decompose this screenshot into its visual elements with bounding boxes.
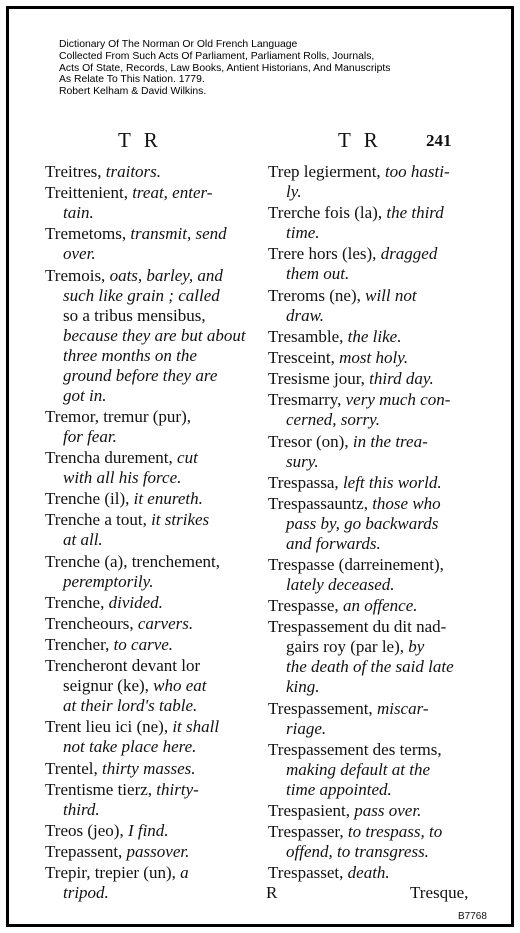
- entry-definition: over.: [63, 244, 96, 264]
- entry-definition: offend, to transgress.: [286, 842, 429, 862]
- dictionary-entry: [268, 286, 468, 326]
- entry-line: [268, 410, 468, 430]
- entry-headword: Trepir, trepier (un),: [45, 863, 181, 883]
- entry-line: [268, 780, 468, 800]
- entry-definition: treat, enter-: [132, 183, 213, 203]
- source-line: Robert Kelham & David Wilkins.: [59, 86, 207, 98]
- dictionary-entry: [268, 348, 468, 368]
- entry-line: [45, 468, 253, 488]
- entry-headword: Tresceint,: [268, 347, 340, 367]
- dictionary-entry: [45, 593, 253, 613]
- running-head-left: T R: [118, 128, 162, 152]
- dictionary-entry: [268, 596, 468, 616]
- entry-line: [45, 593, 253, 613]
- entry-definition: transmit, send: [130, 224, 227, 244]
- entry-line: [268, 264, 468, 284]
- entry-headword: Trenche (il),: [45, 489, 134, 509]
- entry-definition: sury.: [286, 451, 319, 471]
- dictionary-entry: [268, 863, 468, 883]
- entry-definition: divided.: [108, 592, 163, 612]
- source-line: Acts Of State, Records, Law Books, Antient Historians, And Manuscripts: [59, 62, 391, 74]
- entry-headword: Trencha durement,: [45, 447, 178, 467]
- entry-line: [45, 386, 253, 406]
- entry-line: [45, 448, 253, 468]
- entry-line: [268, 223, 468, 243]
- entry-line: [45, 489, 253, 509]
- entry-line: [268, 534, 468, 554]
- entry-definition: peremptorily.: [63, 571, 154, 591]
- entry-headword: Treittenient,: [45, 183, 133, 203]
- entry-headword: Trespassa,: [268, 472, 343, 492]
- entry-definition: pass over.: [354, 801, 422, 820]
- entry-definition: those who: [372, 493, 441, 513]
- entry-line: [45, 224, 253, 244]
- dictionary-entry: [268, 555, 468, 595]
- entry-headword: Trencher,: [45, 635, 114, 655]
- entry-definition: ground before they are: [63, 365, 218, 385]
- dictionary-entry: [45, 552, 253, 592]
- entry-line: [268, 182, 468, 202]
- entry-line: [45, 656, 253, 676]
- catchword: Tresque,: [410, 883, 469, 902]
- source-line: Collected From Such Acts Of Parliament, Parliament Rolls, Journals,: [59, 50, 375, 62]
- entry-definition: king.: [286, 677, 320, 697]
- entry-line: [45, 266, 253, 286]
- entry-headword: Trenche (a), trenchement,: [45, 551, 220, 571]
- entry-definition: miscar-: [376, 698, 429, 718]
- entry-definition: traitors.: [105, 162, 162, 181]
- dictionary-entry: [45, 224, 253, 264]
- entry-definition: oats, barley, and: [109, 265, 223, 285]
- dictionary-entry: [45, 614, 253, 634]
- entry-line: [268, 286, 468, 306]
- entry-headword: Tresmarry,: [268, 390, 346, 410]
- entry-headword: Trespasse (darreinement),: [268, 555, 444, 575]
- entry-definition: not take place here.: [63, 737, 197, 757]
- source-citation: [59, 39, 479, 98]
- entry-definition: a: [180, 863, 189, 883]
- entry-definition: for fear.: [63, 426, 117, 446]
- entry-line: [45, 842, 253, 862]
- entry-headword: Trespassement du dit nad-: [268, 617, 447, 637]
- entry-definition: got in.: [63, 385, 107, 405]
- entry-headword: Trespassement des terms,: [268, 739, 442, 759]
- entry-line: [268, 677, 468, 697]
- entry-definition: I find.: [127, 821, 169, 840]
- entry-line: [268, 760, 468, 780]
- entry-definition: time appointed.: [286, 779, 392, 799]
- entry-definition: it enureth.: [133, 489, 203, 509]
- entry-line: [268, 740, 468, 760]
- entry-definition: most holy.: [339, 347, 409, 367]
- entry-line: [45, 572, 253, 592]
- entry-line: [268, 494, 468, 514]
- entry-line: [268, 473, 468, 493]
- entry-definition: who eat: [153, 676, 207, 696]
- entry-line: [268, 203, 468, 223]
- dictionary-entry: [45, 635, 253, 655]
- entry-headword: Trenche,: [45, 592, 109, 612]
- entry-definition: because they are but about: [63, 325, 246, 345]
- dictionary-entry: [268, 162, 468, 202]
- entry-headword: Tremor, tremur (pur),: [45, 406, 191, 426]
- entry-definition: will not: [365, 285, 417, 305]
- entry-definition: cut: [177, 447, 198, 467]
- entry-headword: Trentisme tierz,: [45, 779, 157, 799]
- entry-line: [45, 306, 253, 326]
- dictionary-entry: [45, 780, 253, 820]
- dictionary-entry: [45, 162, 253, 182]
- running-head-right: T R: [338, 128, 382, 152]
- entry-definition: such like grain ; called: [63, 285, 220, 305]
- signature-mark: R: [266, 883, 278, 902]
- entry-definition: the death of the said late: [286, 657, 454, 677]
- entry-headword: Trespassement,: [268, 698, 377, 718]
- dictionary-entry: [268, 494, 468, 554]
- dictionary-entry: [45, 183, 253, 223]
- dictionary-entry: [45, 266, 253, 406]
- dictionary-entry: [45, 510, 253, 550]
- dictionary-entry: [45, 863, 253, 903]
- entry-definition: ly.: [286, 182, 302, 201]
- entry-line: [268, 822, 468, 842]
- entry-headword: Trencheours,: [45, 613, 138, 633]
- entry-line: [268, 657, 468, 677]
- entry-definition: draw.: [286, 305, 324, 325]
- entry-line: [268, 162, 468, 182]
- dictionary-entry: [268, 327, 468, 347]
- entry-line: [268, 369, 468, 389]
- entry-line: [268, 327, 468, 347]
- dictionary-entry: [45, 821, 253, 841]
- entry-line: [268, 719, 468, 739]
- entry-line: [45, 203, 253, 223]
- reference-code: B7768: [458, 911, 487, 922]
- entry-headword: Trentel,: [45, 758, 102, 778]
- entry-headword: Trespasient,: [268, 801, 355, 820]
- entry-line: [45, 614, 253, 634]
- entry-line: [268, 555, 468, 575]
- entry-line: [268, 348, 468, 368]
- entry-line: [268, 390, 468, 410]
- entry-headword: Trent lieu ici (ne),: [45, 717, 173, 737]
- entry-line: [45, 510, 253, 530]
- entry-line: [268, 863, 468, 883]
- entry-line: [45, 717, 253, 737]
- dictionary-entry: [45, 656, 253, 716]
- entry-definition: the third: [386, 203, 444, 223]
- dictionary-entry: [268, 740, 468, 800]
- entry-definition: tripod.: [63, 883, 109, 903]
- entry-line: [45, 366, 253, 386]
- entry-line: [45, 183, 253, 203]
- dictionary-entry: [268, 432, 468, 472]
- entry-definition: at their lord's table.: [63, 696, 198, 716]
- entry-line: [45, 780, 253, 800]
- entry-definition: and forwards.: [286, 533, 381, 553]
- entry-definition: carvers.: [137, 613, 194, 633]
- entry-headword: Trespasset,: [268, 863, 348, 883]
- entry-definition: to trespass, to: [347, 822, 443, 842]
- dictionary-entry: [45, 489, 253, 509]
- entry-line: [268, 699, 468, 719]
- entry-line: [45, 821, 253, 841]
- entry-definition: passover.: [126, 842, 190, 862]
- entry-definition: time.: [286, 223, 320, 243]
- entry-headword: Trepassent,: [45, 842, 127, 862]
- entry-definition: the like.: [347, 326, 402, 346]
- entry-headword: Trespassauntz,: [268, 493, 373, 513]
- entry-definition: making default at the: [286, 759, 431, 779]
- entry-line: [268, 842, 468, 862]
- right-column: [268, 162, 468, 885]
- entry-headword: Trenche a tout,: [45, 510, 152, 530]
- entry-line: [268, 432, 468, 452]
- entry-definition: dragged: [380, 244, 438, 264]
- entry-definition: left this world.: [342, 472, 442, 492]
- entry-line: [268, 637, 468, 657]
- entry-definition: to carve.: [113, 635, 174, 655]
- entry-headword: Trespasser,: [268, 822, 348, 842]
- entry-headword: Trespasse,: [268, 596, 343, 616]
- entry-line: [45, 244, 253, 264]
- entry-line: [268, 617, 468, 637]
- page-number: 241: [426, 131, 452, 150]
- entry-line: [45, 162, 253, 182]
- entry-line: [268, 514, 468, 534]
- entry-line: [45, 552, 253, 572]
- dictionary-entry: [268, 203, 468, 243]
- dictionary-entry: [268, 369, 468, 389]
- source-line: As Relate To This Nation. 1779.: [59, 74, 205, 86]
- entry-definition: at all.: [63, 530, 103, 550]
- source-line: Dictionary Of The Norman Or Old French Language: [59, 39, 298, 50]
- entry-headword: seignur (ke),: [63, 676, 154, 696]
- entry-definition: them out.: [286, 264, 350, 284]
- entry-line: [45, 737, 253, 757]
- entry-headword: Trere hors (les),: [268, 244, 381, 264]
- entry-definition: too hasti-: [384, 162, 450, 181]
- entry-headword: Treos (jeo),: [45, 821, 128, 840]
- entry-definition: very much con-: [345, 390, 451, 410]
- entry-line: [45, 635, 253, 655]
- left-column: [45, 162, 253, 905]
- entry-headword: Trep legierment,: [268, 162, 385, 181]
- entry-definition: pass by, go backwards: [286, 513, 439, 533]
- entry-definition: with all his force.: [63, 467, 182, 487]
- entry-headword: Tresor (on),: [268, 431, 353, 451]
- entry-line: [45, 427, 253, 447]
- entry-definition: in the trea-: [352, 431, 428, 451]
- entry-definition: riage.: [286, 718, 327, 738]
- entry-line: [45, 759, 253, 779]
- dictionary-entry: [268, 390, 468, 430]
- entry-headword: Tresamble,: [268, 326, 348, 346]
- entry-definition: three months on the: [63, 345, 197, 365]
- dictionary-entry: [268, 822, 468, 862]
- entry-headword: Trerche fois (la),: [268, 203, 387, 223]
- entry-definition: cerned, sorry.: [286, 410, 380, 430]
- entry-line: [45, 800, 253, 820]
- dictionary-entry: [268, 473, 468, 493]
- entry-line: [45, 696, 253, 716]
- dictionary-entry: [45, 448, 253, 488]
- dictionary-entry: [45, 759, 253, 779]
- entry-line: [45, 863, 253, 883]
- entry-definition: third day.: [369, 369, 434, 389]
- entry-line: [45, 407, 253, 427]
- entry-line: [268, 575, 468, 595]
- entry-headword: so a tribus mensibus,: [63, 305, 206, 325]
- entry-definition: it shall: [172, 717, 220, 737]
- entry-headword: Tremetoms,: [45, 224, 131, 244]
- entry-headword: Trencheront devant lor: [45, 656, 201, 676]
- dictionary-entry: [45, 717, 253, 757]
- entry-definition: lately deceased.: [286, 575, 395, 595]
- dictionary-entry: [268, 244, 468, 284]
- entry-headword: Tremois,: [45, 265, 110, 285]
- dictionary-entry: [45, 407, 253, 447]
- entry-line: [268, 596, 468, 616]
- entry-definition: an offence.: [342, 596, 418, 616]
- entry-headword: gairs roy (par le),: [286, 637, 409, 657]
- dictionary-entry: [268, 801, 468, 821]
- dictionary-entry: [268, 699, 468, 739]
- entry-line: [45, 676, 253, 696]
- entry-line: [268, 801, 468, 821]
- entry-headword: Tresisme jour,: [268, 369, 370, 389]
- dictionary-entry: [45, 842, 253, 862]
- entry-line: [45, 530, 253, 550]
- entry-definition: tain.: [63, 203, 94, 223]
- entry-line: [45, 286, 253, 306]
- entry-definition: thirty masses.: [102, 758, 196, 778]
- entry-line: [268, 306, 468, 326]
- entry-definition: by: [408, 637, 425, 657]
- entry-line: [268, 452, 468, 472]
- dictionary-entry: [268, 617, 468, 697]
- entry-headword: Treitres,: [45, 162, 106, 181]
- entry-definition: death.: [347, 863, 390, 883]
- entry-line: [45, 346, 253, 366]
- entry-line: [45, 883, 253, 903]
- entry-definition: thirty-: [156, 779, 199, 799]
- entry-line: [268, 244, 468, 264]
- entry-definition: third.: [63, 799, 100, 819]
- entry-definition: it strikes: [151, 510, 210, 530]
- entry-line: [45, 326, 253, 346]
- entry-headword: Treroms (ne),: [268, 285, 366, 305]
